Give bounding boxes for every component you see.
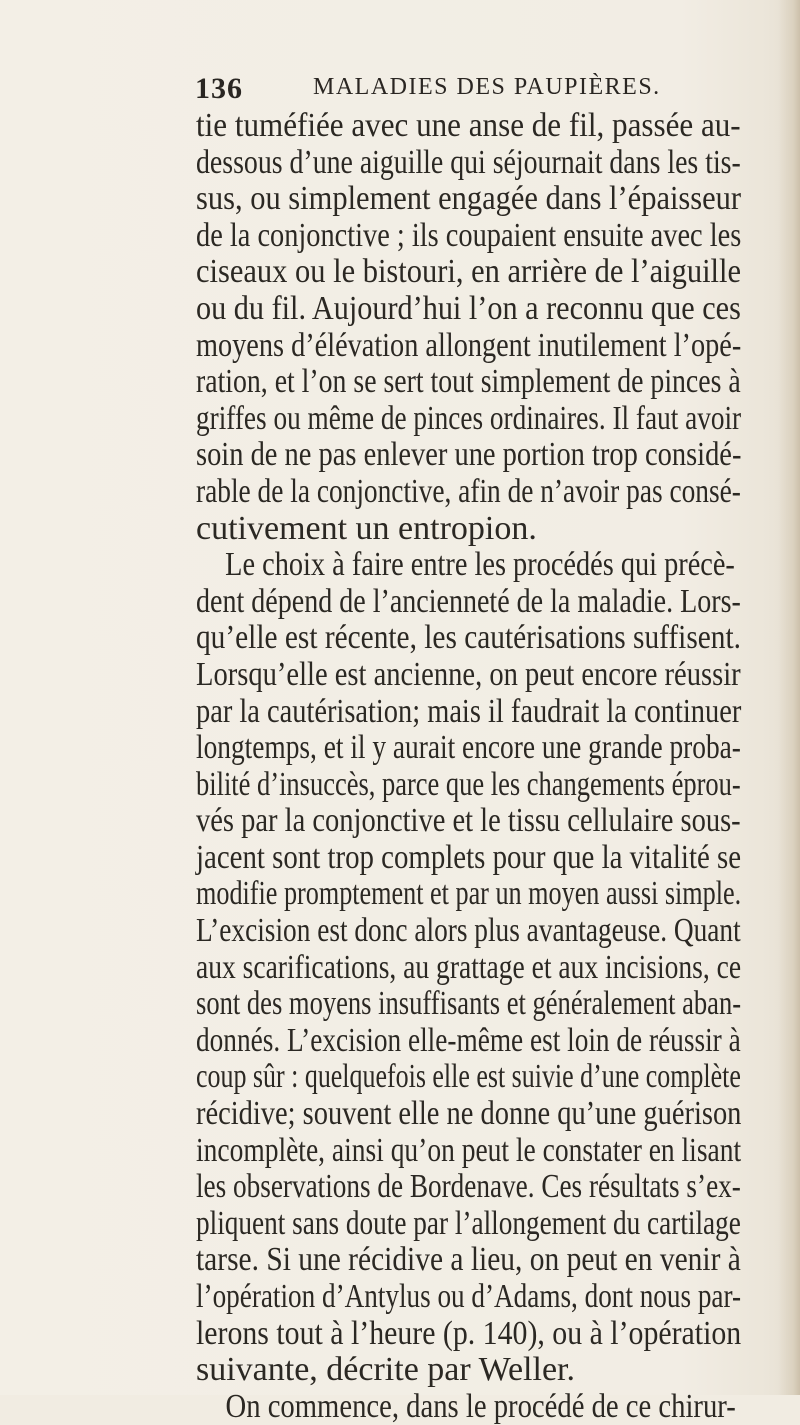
text-line: dent dépend de l’ancienneté de la maladie. Lors-	[196, 582, 741, 620]
paragraph-start-line: Le choix à faire entre les procédés qui précè-	[225, 546, 735, 584]
text-line: les observations de Bordenave. Ces résultats s’ex-	[196, 1168, 741, 1206]
text-line: donnés. L’excision elle-même est loin de réussir à	[196, 1021, 741, 1059]
text-line: soin de ne pas enlever une portion trop considé-	[196, 436, 742, 474]
text-line: ration, et l’on se sert tout simplement de pinces à	[196, 363, 741, 401]
text-line: modifie promptement et par un moyen aussi simple.	[196, 875, 742, 913]
text-line: suivante, décrite par Weller.	[196, 1351, 575, 1389]
page-edge-shadow	[778, 0, 800, 1395]
body-text	[196, 108, 741, 1425]
text-line: sont des moyens insuffisants et généralement aban-	[196, 985, 742, 1023]
text-line: L’excision est donc alors plus avantageuse. Quant	[196, 912, 741, 950]
text-line: l’opération d’Antylus ou d’Adams, dont nous par-	[196, 1278, 742, 1315]
page-number: 136	[195, 72, 243, 105]
text-line: cutivement un entropion.	[196, 509, 537, 547]
text-line: jacent sont trop complets pour que la vitalité se	[196, 838, 742, 876]
text-line: rable de la conjonctive, afin de n’avoir pas consé-	[196, 472, 741, 510]
text-line: de la conjonctive ; ils coupaient ensuite avec les	[196, 216, 742, 254]
text-line: tarse. Si une récidive a lieu, on peut en venir à	[196, 1241, 741, 1279]
text-line: par la cautérisation; mais il faudrait la continuer	[196, 692, 742, 730]
text-line: Lorsqu’elle est ancienne, on peut encore réussir	[196, 655, 741, 693]
text-line: aux scarifications, au grattage et aux incisions, ce	[196, 948, 742, 986]
text-line: ciseaux ou le bistouri, en arrière de l’aiguille	[196, 253, 741, 291]
text-line: récidive; souvent elle ne donne qu’une guérison	[196, 1095, 742, 1133]
text-line: sus, ou simplement engagée dans l’épaisseur	[196, 180, 742, 218]
text-line: bilité d’insuccès, parce que les changements éprou-	[196, 765, 741, 803]
text-line: lerons tout à l’heure (p. 140), ou à l’opération	[196, 1314, 742, 1352]
text-line: qu’elle est récente, les cautérisations suffisent.	[196, 619, 741, 657]
text-line: pliquent sans doute par l’allongement du cartilage	[196, 1204, 741, 1242]
text-line: griffes ou même de pinces ordinaires. Il faut avoir	[196, 399, 742, 437]
text-line: dessous d’une aiguille qui séjournait dans les tis-	[196, 143, 741, 181]
page-header	[195, 72, 755, 108]
text-line: tie tuméfiée avec une anse de fil, passée au-	[196, 107, 741, 144]
text-line: coup sûr : quelquefois elle est suivie d’une complète	[196, 1058, 741, 1096]
text-line: vés par la conjonctive et le tissu cellulaire sous-	[196, 802, 741, 840]
text-line: moyens d’élévation allongent inutilement l’opé-	[196, 326, 742, 364]
text-line: incomplète, ainsi qu’on peut le constater en lisant	[196, 1131, 742, 1169]
paragraph-start-line: On commence, dans le procédé de ce chirur-	[225, 1387, 736, 1425]
text-line: longtemps, et il y aurait encore une grande proba-	[196, 729, 741, 767]
text-line: ou du fil. Aujourd’hui l’on a reconnu que ces	[196, 289, 741, 327]
running-title: MALADIES DES PAUPIÈRES.	[313, 74, 661, 100]
